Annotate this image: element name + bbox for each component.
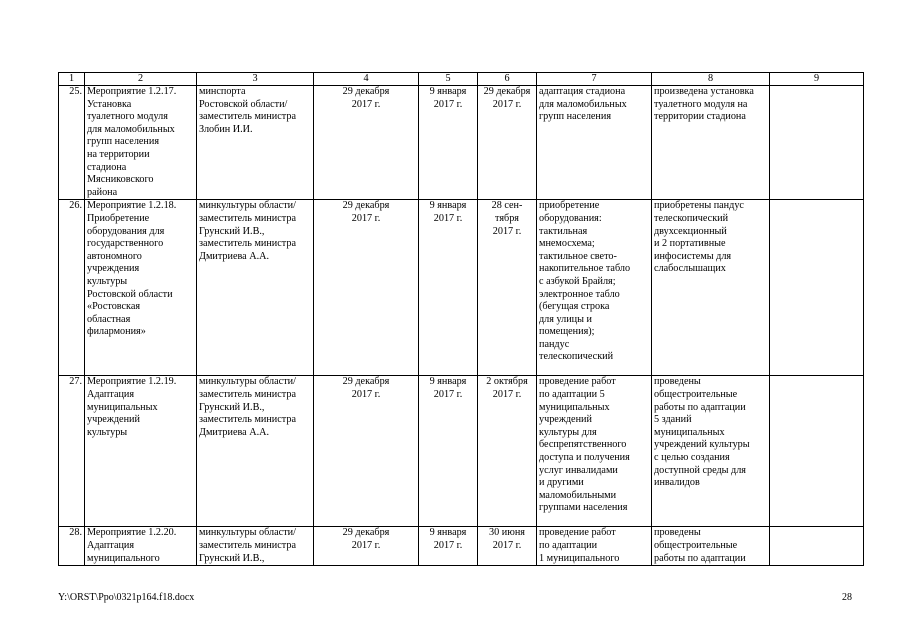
header-cell: 5 [419, 73, 478, 86]
cell-text-line: 2017 г. [492, 225, 522, 237]
cell-text-line: минкультуры области/ [199, 200, 296, 212]
event-cell [85, 200, 197, 376]
cell-text-line: 9 января [429, 527, 467, 539]
cell-text-line: областная [87, 313, 131, 325]
cell-text-line: для маломобильных [539, 98, 627, 110]
note-cell [770, 527, 864, 566]
cell-text-line: 2 октября [486, 376, 528, 388]
cell-text-line: проведены [654, 527, 701, 539]
cell-text-line: 2017 г. [351, 388, 381, 400]
row-number-cell: 28. [59, 527, 85, 566]
cell-text-line: туалетного модуля [87, 111, 168, 123]
plan-end-cell [419, 376, 478, 527]
cell-text-line: минспорта [199, 86, 246, 97]
cell-text-line: Установка [87, 98, 132, 110]
cell-text-line: приобретены пандус [654, 200, 744, 212]
cell-text-line: на территории [87, 148, 150, 160]
cell-text-line: минкультуры области/ [199, 527, 296, 539]
achieved-result-cell [652, 200, 770, 376]
cell-text-line: автономного [87, 250, 142, 262]
header-cell: 4 [314, 73, 419, 86]
event-cell [85, 86, 197, 200]
fact-date-cell [478, 527, 537, 566]
cell-text-line: тября [495, 212, 519, 224]
cell-text-line: тактильное свето- [539, 250, 617, 262]
cell-text-line: и другими [539, 477, 584, 489]
cell-text-line: пандус [539, 338, 570, 350]
cell-text-line: 2017 г. [433, 212, 463, 224]
cell-text-line: услуг инвалидами [539, 464, 618, 476]
cell-text-line: оборудования: [539, 212, 602, 224]
plan-end-cell [419, 86, 478, 200]
cell-text-line: учреждений культуры [654, 439, 750, 451]
cell-text-line: (бегущая строка [539, 301, 610, 313]
cell-text-line: заместитель министра [199, 539, 296, 551]
cell-text-line: Мероприятие 1.2.19. [87, 376, 177, 388]
table-row [59, 86, 864, 200]
cell-text-line: Дмитриева А.А. [199, 426, 270, 438]
note-cell [770, 376, 864, 527]
cell-text-line: и 2 портативные [654, 238, 726, 250]
cell-text-line: телескопический [539, 351, 614, 363]
event-cell [85, 376, 197, 527]
cell-text-line: по адаптации 5 [539, 388, 605, 400]
header-cell: 7 [537, 73, 652, 86]
fact-date-cell [478, 200, 537, 376]
cell-text-line: беспрепятственного [539, 439, 627, 451]
cell-text-line: 30 июня [489, 527, 525, 539]
executor-cell [197, 86, 314, 200]
cell-text-line: с целью создания [654, 451, 730, 463]
cell-text-line: произведена установка [654, 86, 754, 97]
cell-text-line: слабослышащих [654, 263, 726, 275]
table-row [59, 527, 864, 566]
header-cell: 9 [770, 73, 864, 86]
cell-text-line: инвалидов [654, 477, 700, 489]
report-table [58, 72, 864, 566]
header-cell: 3 [197, 73, 314, 86]
cell-text-line: муниципальных [87, 401, 158, 413]
row-number-cell: 26. [59, 200, 85, 376]
cell-text-line: накопительное табло [539, 263, 631, 275]
plan-start-cell [314, 527, 419, 566]
cell-text-line: помещения); [539, 326, 595, 338]
fact-date-cell [478, 376, 537, 527]
table-row [59, 376, 864, 527]
cell-text-line: туалетного модуля на [654, 98, 748, 110]
cell-text-line: 29 декабря [342, 376, 390, 388]
fact-date-cell [478, 86, 537, 200]
cell-text-line: телескопический [654, 212, 729, 224]
cell-text-line: «Ростовская [87, 301, 141, 313]
expected-result-cell [537, 527, 652, 566]
table-row [59, 200, 864, 376]
cell-text-line: Адаптация [87, 388, 135, 400]
cell-text-line: минкультуры области/ [199, 376, 296, 388]
header-cell: 8 [652, 73, 770, 86]
footer-file-path: Y:\ORST\Ppo\0321p164.f18.docx [58, 592, 195, 603]
expected-result-cell [537, 86, 652, 200]
cell-text-line: приобретение [539, 200, 600, 212]
note-cell [770, 86, 864, 200]
cell-text-line: заместитель министра [199, 238, 296, 250]
cell-text-line: 2017 г. [351, 98, 381, 110]
cell-text-line: доступной среды для [654, 464, 746, 476]
cell-text-line: стадиона [87, 161, 127, 173]
cell-text-line: Мероприятие 1.2.20. [87, 527, 177, 539]
table-header-row [59, 73, 864, 86]
cell-text-line: Грунский И.В., [199, 552, 265, 564]
cell-text-line: заместитель министра [199, 212, 296, 224]
cell-text-line: маломобильными [539, 489, 617, 501]
cell-text-line: тактильная [539, 225, 588, 237]
cell-text-line: заместитель министра [199, 111, 296, 123]
executor-cell [197, 200, 314, 376]
executor-cell [197, 376, 314, 527]
cell-text-line: 2017 г. [351, 212, 381, 224]
cell-text-line: проведены [654, 376, 701, 388]
cell-text-line: электронное табло [539, 288, 620, 300]
cell-text-line: Грунский И.В., [199, 225, 265, 237]
cell-text-line: Адаптация [87, 539, 135, 551]
cell-text-line: Дмитриева А.А. [199, 250, 270, 262]
cell-text-line: муниципальных [539, 401, 610, 413]
cell-text-line: 1 муниципального [539, 552, 620, 564]
cell-text-line: 2017 г. [492, 388, 522, 400]
cell-text-line: для улицы и [539, 313, 592, 325]
footer-page-number: 28 [842, 592, 852, 603]
cell-text-line: с азбукой Брайля; [539, 275, 616, 287]
cell-text-line: культуры [87, 275, 128, 287]
cell-text-line: учреждений [539, 414, 592, 426]
cell-text-line: 28 сен- [491, 200, 523, 212]
cell-text-line: инфосистемы для [654, 250, 732, 262]
cell-text-line: культуры для [539, 426, 597, 438]
cell-text-line: Ростовской области [87, 288, 173, 300]
cell-text-line: работы по адаптации [654, 552, 746, 564]
cell-text-line: оборудования для [87, 225, 165, 237]
header-cell: 2 [85, 73, 197, 86]
event-cell [85, 527, 197, 566]
cell-text-line: территории стадиона [654, 111, 746, 123]
cell-text-line: для маломобильных [87, 123, 175, 135]
achieved-result-cell [652, 86, 770, 200]
cell-text-line: Приобретение [87, 212, 150, 224]
cell-text-line: государственного [87, 238, 164, 250]
cell-text-line: проведение работ [539, 376, 616, 388]
cell-text-line: Злобин И.И. [199, 123, 253, 135]
cell-text-line: группами населения [539, 502, 628, 514]
cell-text-line: 9 января [429, 376, 467, 388]
cell-text-line: Грунский И.В., [199, 401, 265, 413]
cell-text-line: 9 января [429, 200, 467, 212]
expected-result-cell [537, 376, 652, 527]
plan-end-cell [419, 527, 478, 566]
row-number-cell: 27. [59, 376, 85, 527]
cell-text-line: филармония» [87, 326, 146, 338]
cell-text-line: муниципального [87, 552, 160, 564]
executor-cell [197, 527, 314, 566]
cell-text-line: групп населения [87, 136, 160, 148]
header-cell: 1 [59, 73, 85, 86]
cell-text-line: мнемосхема; [539, 238, 595, 250]
plan-start-cell [314, 200, 419, 376]
cell-text-line: 2017 г. [433, 98, 463, 110]
cell-text-line: Мероприятие 1.2.18. [87, 200, 177, 212]
cell-text-line: 9 января [429, 86, 467, 97]
cell-text-line: адаптация стадиона [539, 86, 626, 97]
expected-result-cell [537, 200, 652, 376]
cell-text-line: работы по адаптации [654, 401, 746, 413]
plan-start-cell [314, 376, 419, 527]
cell-text-line: групп населения [539, 111, 612, 123]
plan-start-cell [314, 86, 419, 200]
achieved-result-cell [652, 527, 770, 566]
cell-text-line: района [87, 186, 118, 198]
cell-text-line: 29 декабря [483, 86, 531, 97]
cell-text-line: 2017 г. [433, 388, 463, 400]
cell-text-line: муниципальных [654, 426, 725, 438]
cell-text-line: двухсекционный [654, 225, 727, 237]
cell-text-line: Мясниковского [87, 174, 154, 186]
achieved-result-cell [652, 376, 770, 527]
cell-text-line: проведение работ [539, 527, 616, 539]
cell-text-line: Мероприятие 1.2.17. [87, 86, 177, 97]
cell-text-line: 2017 г. [492, 539, 522, 551]
cell-text-line: Ростовской области/ [199, 98, 288, 110]
row-number-cell: 25. [59, 86, 85, 200]
cell-text-line: 29 декабря [342, 200, 390, 212]
plan-end-cell [419, 200, 478, 376]
cell-text-line: 29 декабря [342, 527, 390, 539]
cell-text-line: учреждения [87, 263, 140, 275]
cell-text-line: доступа и получения [539, 451, 630, 463]
header-cell: 6 [478, 73, 537, 86]
cell-text-line: по адаптации [539, 539, 598, 551]
cell-text-line: заместитель министра [199, 414, 296, 426]
cell-text-line: 2017 г. [492, 98, 522, 110]
cell-text-line: 2017 г. [351, 539, 381, 551]
cell-text-line: заместитель министра [199, 388, 296, 400]
cell-text-line: общестроительные [654, 539, 738, 551]
note-cell [770, 200, 864, 376]
cell-text-line: учреждений [87, 414, 140, 426]
cell-text-line: общестроительные [654, 388, 738, 400]
cell-text-line: 2017 г. [433, 539, 463, 551]
cell-text-line: культуры [87, 426, 128, 438]
cell-text-line: 29 декабря [342, 86, 390, 97]
cell-text-line: 5 зданий [654, 414, 692, 426]
